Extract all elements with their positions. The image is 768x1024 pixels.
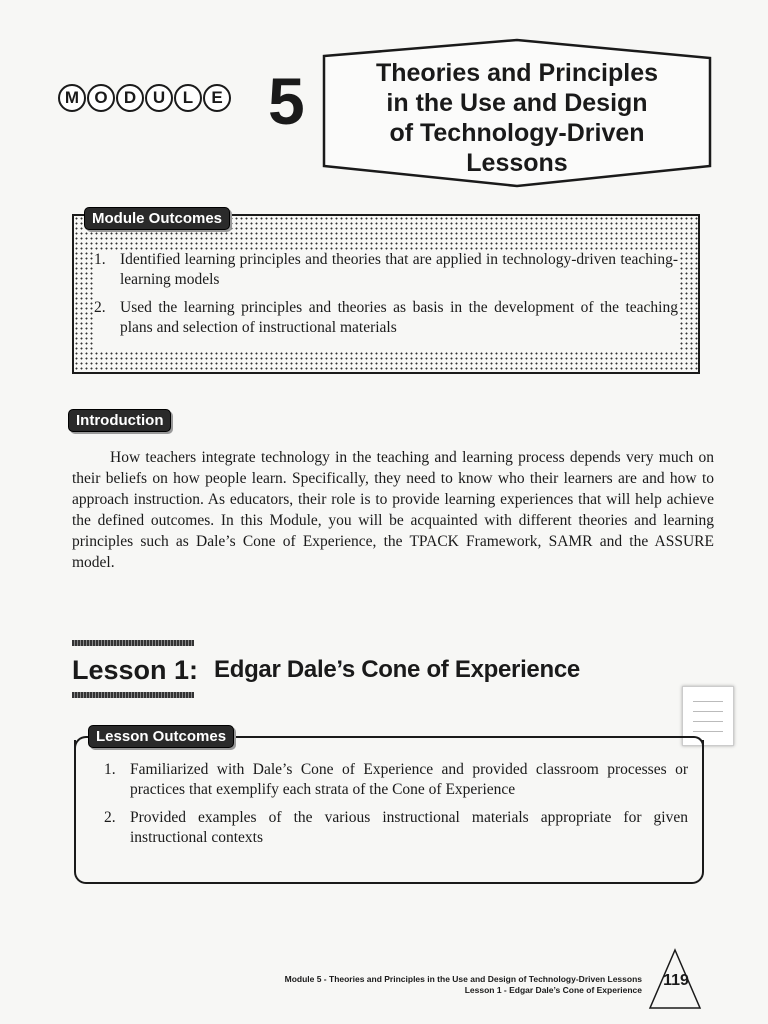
module-outcomes-content [94,250,678,350]
module-letter: D [116,84,144,112]
module-letter: L [174,84,202,112]
item-text: Provided examples of the various instructional materials appropriate for given instructional contexts [130,809,688,846]
item-number: 1. [104,761,116,778]
list-item [94,298,678,338]
module-title-box [322,38,712,188]
module-letter: E [203,84,231,112]
lesson-label: Lesson 1: [72,655,199,685]
item-number: 1. [94,251,106,268]
item-text: Identified learning principles and theories that are applied in technology-driven teaching-learning models [120,251,678,288]
module-title [342,58,692,178]
list-item [104,808,688,848]
module-letter: M [58,84,86,112]
item-text: Used the learning principles and theories as basis in the development of the teaching plans and selection of instructional materials [120,299,678,336]
list-item [104,760,688,800]
lesson-outcomes-tag-wrap [88,725,234,748]
module-outcomes-list [94,250,678,338]
module-title-line: of Technology-Driven [389,119,645,147]
module-title-line: in the Use and Design [386,89,648,117]
module-title-line: Theories and Principles [375,59,659,87]
module-outcomes-tag-wrap [84,207,230,230]
lesson-outcomes-list [104,760,688,856]
module-outcomes-heading: Module Outcomes [84,207,230,230]
lesson-rule-bottom [72,692,194,698]
lesson-outcomes-heading: Lesson Outcomes [88,725,234,748]
item-number: 2. [94,299,106,316]
introduction-tag-wrap [68,409,171,432]
module-outcomes-box [72,214,700,374]
module-letter: O [87,84,115,112]
item-text: Familiarized with Dale’s Cone of Experience and provided classroom processes or practices that exemplify each strata of the Cone of Experience [130,761,688,798]
module-number: 5 [268,64,305,138]
page-footer [285,974,642,996]
lesson-title: Edgar Dale’s Cone of Experience [214,656,580,683]
introduction-heading: Introduction [68,409,171,432]
module-title-line: Lessons [466,149,568,177]
lesson-rule-top [72,640,194,646]
footer-lesson-line: Lesson 1 - Edgar Dale’s Cone of Experience [464,985,642,995]
introduction-paragraph: How teachers integrate technology in the teaching and learning process depends very much on their beliefs on how people learn. Specifically, they need to know who their learners are and how to approach instruction. As educators, their role is to provide learning experiences that will help achieve the defined outcomes. In this Module, you will be acquainted with different theories and learning principles such as Dale’s Cone of Experience, the TPACK Framework, SAMR and the ASSURE model. [72,449,714,571]
module-word [58,84,231,112]
footer-module-line: Module 5 - Theories and Principles in the Use and Design of Technology-Driven Lessons [284,974,642,984]
item-number: 2. [104,809,116,826]
list-item [94,250,678,290]
page-number: 119 [663,972,689,989]
module-letter: U [145,84,173,112]
